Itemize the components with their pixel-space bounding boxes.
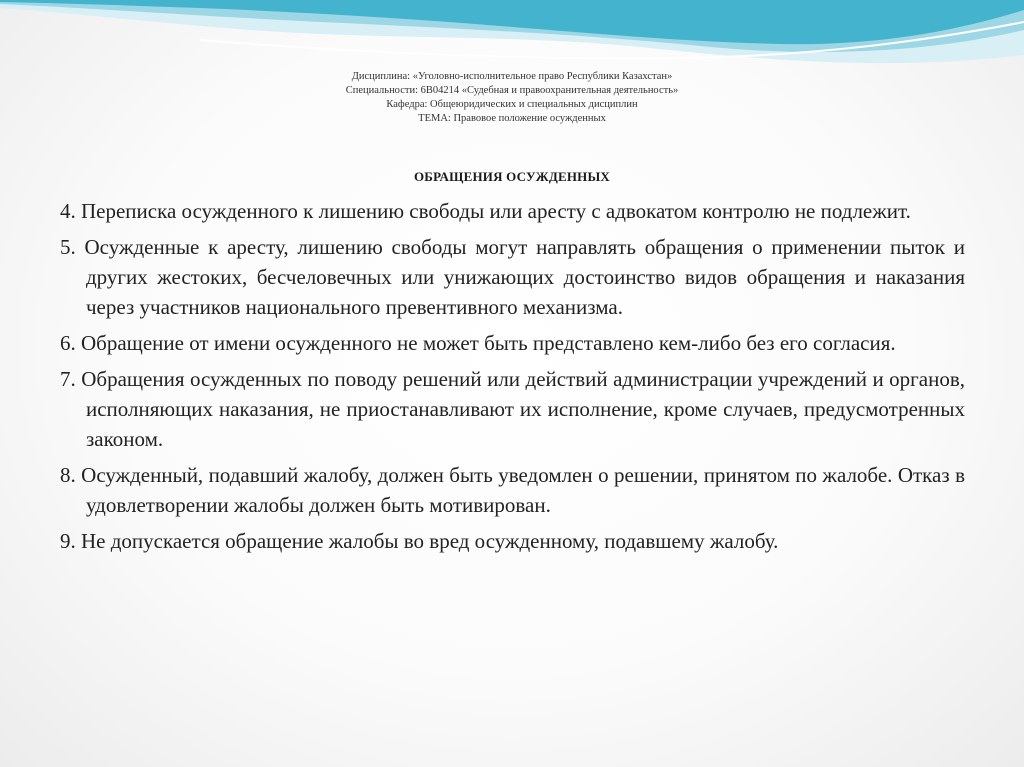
header <box>200 70 824 126</box>
list-item-8: 8. Осужденный, подавший жалобу, должен быть уведомлен о решении, принятом по жалобе. Отказ в удовлетворении жалобы должен быть мотивирован. <box>60 463 965 517</box>
list-item-9: 9. Не допускается обращение жалобы во вред осужденному, подавшему жалобу. <box>60 529 779 553</box>
header-department: Кафедра: Общеюридических и специальных дисциплин <box>386 99 638 110</box>
list-item-5: 5. Осужденные к аресту, лишению свободы могут направлять обращения о применении пыток и других жестоких, бесчеловечных или унижающих достоинство видов обращения и наказания через участников национального превентивного механизма. <box>60 235 965 319</box>
header-discipline: Дисциплина: «Уголовно-исполнительное право Республики Казахстан» <box>351 71 673 82</box>
list-item-7: 7. Обращения осужденных по поводу решений или действий администрации учреждений и органов, исполняющих наказания, не приостанавливают их исполнение, кроме случаев, предусмотренных законом. <box>60 367 965 451</box>
list-item-6: 6. Обращение от имени осужденного не может быть представлено кем-либо без его согласия. <box>60 331 896 355</box>
list-item-4: 4. Переписка осужденного к лишению свободы или аресту с адвокатом контролю не подлежит. <box>60 199 911 223</box>
header-specialty: Специальности: 6В04214 «Судебная и правоохранительная деятельность» <box>345 85 679 96</box>
header-topic: ТЕМА: Правовое положение осужденных <box>418 113 606 124</box>
section-title: ОБРАЩЕНИЯ ОСУЖДЕННЫХ <box>413 169 611 184</box>
decorative-wave <box>0 0 1024 80</box>
item-list <box>60 196 965 562</box>
